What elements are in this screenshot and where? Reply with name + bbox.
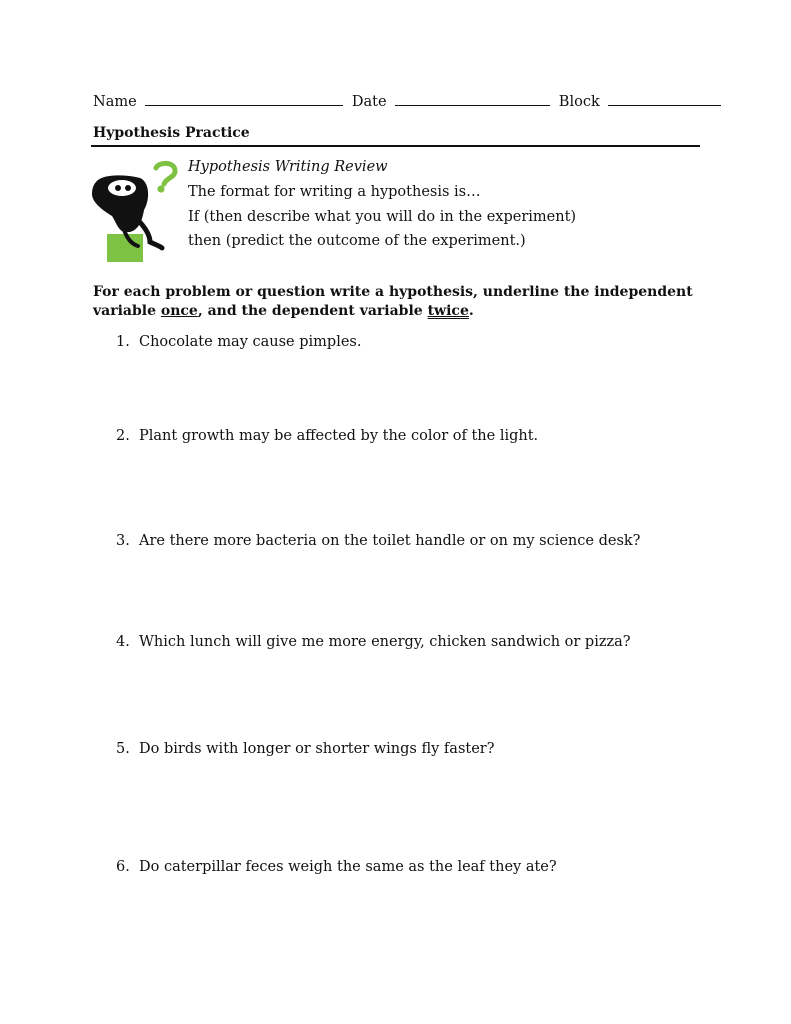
- thinking-creature-icon: [88, 160, 180, 264]
- question-item: [116, 741, 495, 757]
- question-text: Do caterpillar feces weigh the same as the leaf they ate?: [139, 859, 557, 875]
- date-label: Date: [351, 94, 387, 110]
- header-fields: [93, 91, 725, 110]
- question-number: 6.: [116, 859, 130, 875]
- instructions-part-2: , and the dependent variable: [197, 303, 428, 319]
- name-label: Name: [93, 94, 137, 110]
- name-blank[interactable]: [145, 91, 343, 106]
- question-text: Do birds with longer or shorter wings fly faster?: [139, 741, 495, 757]
- review-line-3: then (predict the outcome of the experiment.): [188, 233, 526, 249]
- review-heading: Hypothesis Writing Review: [188, 159, 388, 175]
- instructions-once: once: [160, 303, 198, 319]
- review-line-2: If (then describe what you will do in the experiment): [188, 209, 577, 225]
- question-item: [116, 634, 631, 650]
- question-number: 3.: [116, 533, 130, 549]
- question-text: Which lunch will give me more energy, chicken sandwich or pizza?: [139, 634, 631, 650]
- block-blank[interactable]: [608, 91, 721, 106]
- question-item: [116, 533, 640, 549]
- page-title: Hypothesis Practice: [93, 125, 250, 141]
- question-text: Chocolate may cause pimples.: [139, 334, 362, 350]
- question-number: 5.: [116, 741, 130, 757]
- question-number: 4.: [116, 634, 130, 650]
- question-text: Are there more bacteria on the toilet handle or on my science desk?: [139, 533, 641, 549]
- question-item: [116, 428, 538, 444]
- question-number: 2.: [116, 428, 130, 444]
- block-label: Block: [558, 94, 600, 110]
- instructions-twice: twice: [427, 303, 469, 319]
- title-divider: [91, 145, 700, 147]
- review-line-1: The format for writing a hypothesis is…: [188, 184, 481, 200]
- question-mark-icon: [156, 163, 175, 184]
- question-number: 1.: [116, 334, 130, 350]
- green-block-shape: [107, 234, 143, 262]
- question-text: Plant growth may be affected by the color of the light.: [139, 428, 539, 444]
- question-item: [116, 334, 361, 350]
- instructions: [93, 283, 703, 321]
- instructions-part-3: .: [468, 303, 474, 319]
- instructions-part-1: For each problem or question write a hypothesis, underline the independent variable: [93, 284, 693, 319]
- question-item: [116, 859, 557, 875]
- date-blank[interactable]: [395, 91, 550, 106]
